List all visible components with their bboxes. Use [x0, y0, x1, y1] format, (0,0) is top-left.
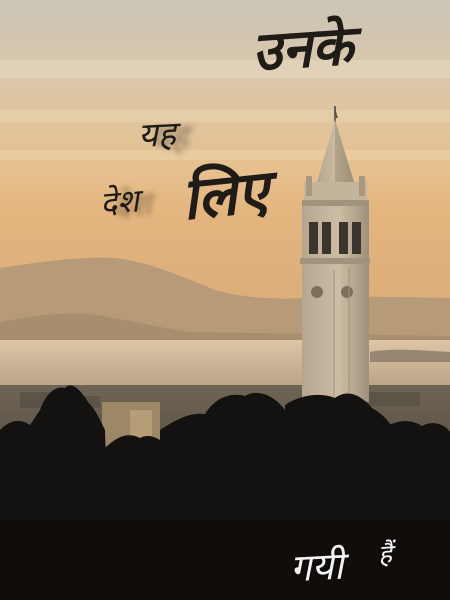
- overlay-word-gayi: गयी: [288, 543, 345, 591]
- overlay-word-yah: यह: [136, 114, 177, 156]
- clock-face-right: [341, 286, 353, 298]
- overlay-word-liye: लिए: [178, 156, 272, 234]
- overlay-word-hai: हैं: [376, 539, 393, 571]
- clock-face-left: [311, 286, 323, 298]
- overlay-word-unke: उनके: [249, 13, 356, 84]
- overlay-word-desh: देश: [98, 181, 141, 223]
- bay-water: [0, 340, 450, 390]
